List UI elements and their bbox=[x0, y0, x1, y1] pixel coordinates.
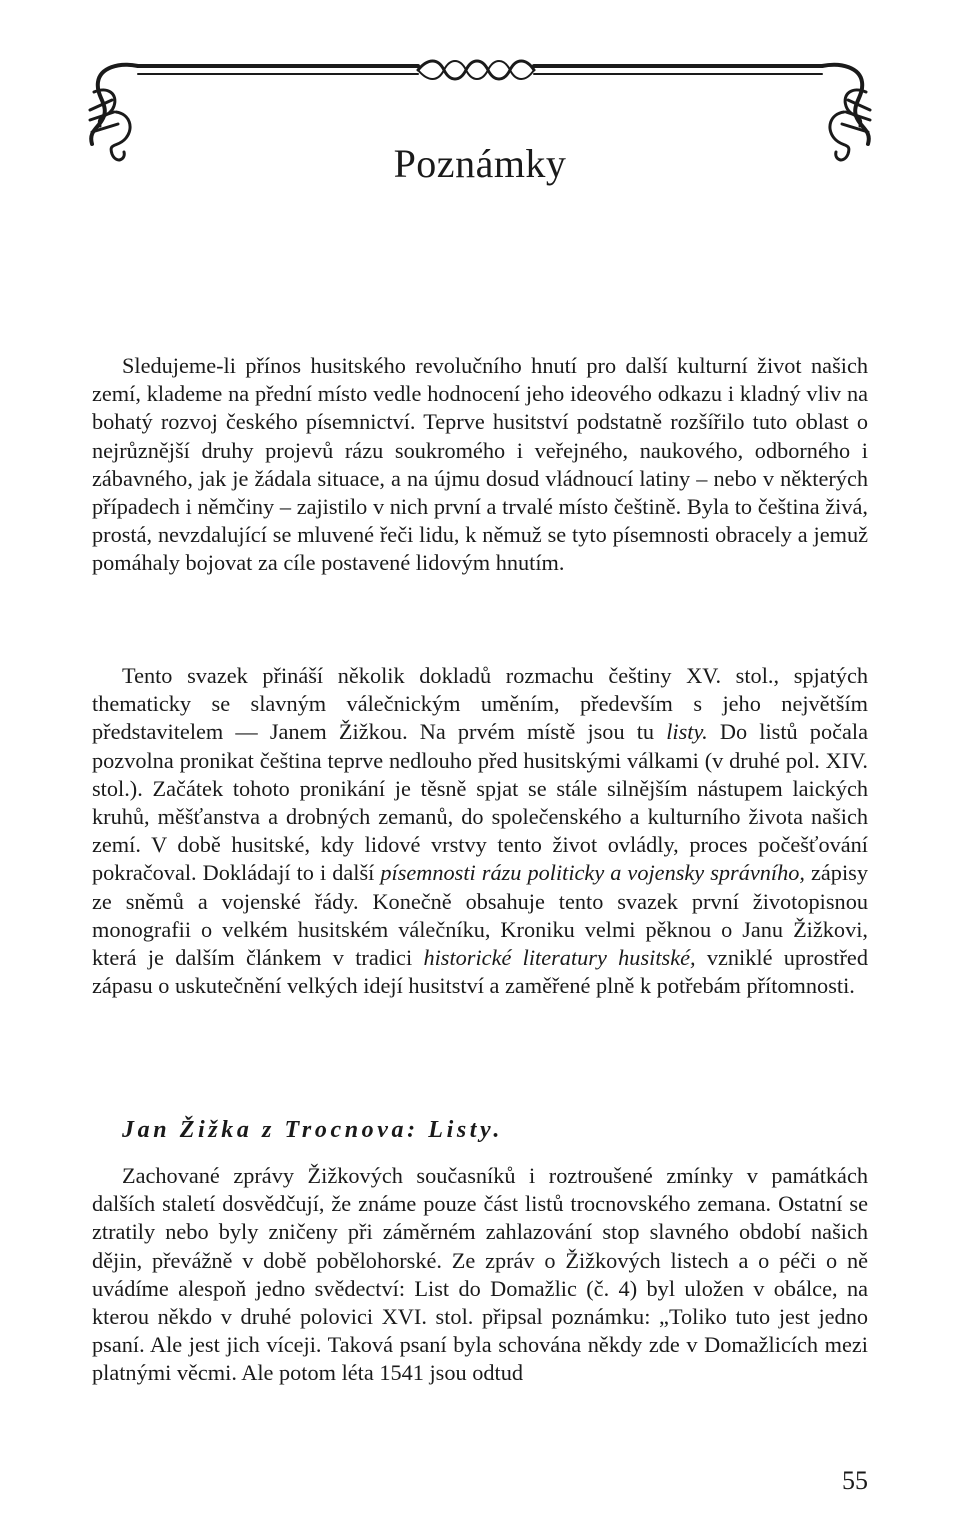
page-title: Poznámky bbox=[393, 141, 567, 186]
italic-term: listy. bbox=[666, 719, 708, 745]
italic-term: historické literatury husitské, bbox=[423, 945, 696, 971]
paragraph-text: Do listů počala pozvolna pronikat čeština teprve nedlouho před husitskými válkami (v druhé pol. XIV. stol.). Začátek tohoto pronikání je těsně spjat se stále silnějším nástupem laických kruhů, měšťanstva a drobných zemanů, do společenského a kulturního života našich zemí. V době husitské, kdy lidové vrstvy tento život ovládly, proces počešťování pokračoval. Dokládají to i další bbox=[92, 719, 868, 886]
paragraph-text: Tento svazek přináší několik dokladů rozmachu češtiny XV. stol., spjatých thematicky se slavným válečnickým uměním, především s jeho největším představitelem — Janem Žižkou. Na prvém místě jsou tu bbox=[92, 663, 868, 745]
italic-term: písemnosti rázu politicky a vojensky správního, bbox=[380, 860, 805, 886]
section-heading: Jan Žižka z Trocnova: Listy. bbox=[122, 1117, 504, 1143]
paragraph-text: vzniklé uprostřed zápasu o uskutečnění velkých idejí husitství a zaměřené plně k potřebám přítomnosti. bbox=[92, 945, 868, 999]
page-number: 55 bbox=[842, 1466, 868, 1495]
paragraph-letters: Zachované zprávy Žižkových současníků i roztroušené zmínky v památkách dalších staletí dosvědčují, že známe pouze část listů trocnovského zemana. Ostatní se ztratily nebo byly zničeny při záměrném zahlazování stop slavného období našich dějin, převážně v době pobělohorské. Ze zpráv o Žižkových listech a o péči o ně uvádíme alespoň jedno svědectví: List do Domažlic (č. 4) byl uložen v obálce, na kterou někdo v druhé polovici XVI. stol. připsal poznámku: „Toliko tuto jest jedno psaní. Ale jest jich víceji. Taková psaní byla schována někdy zde v Domažlicích mezi platnými věcmi. Ale potom léta 1541 jsou odtud bbox=[92, 1163, 868, 1386]
paragraph-listy bbox=[92, 662, 868, 1000]
paragraph-intro: Sledujeme-li přínos husitského revolučního hnutí pro další kulturní život našich zemí, klademe na přední místo vedle hodnocení jeho ideového odkazu i kladný vliv na bohatý rozvoj českého písemnictví. Teprve husitství podstatně rozšířilo tuto oblast o nejrůznější druhy projevů rázu soukromého i veřejného, naukového, odborného i zábavného, jak je žádala situace, a na újmu dosud vládnoucí latiny – nebo v některých případech i němčiny – zajistilo v nich první a trvalé místo češtině. Byla to čeština živá, prostá, nevzdalující se mluvené řeči lidu, k němuž se tyto písemnosti obracely a jemuž pomáhaly bojovat za cíle postavené lidovým hnutím. bbox=[92, 353, 868, 576]
paragraph-text: zápisy ze sněmů a vojenské řády. Konečně obsahuje tento svazek první životopisnou monografii o velkém husitském válečníku, Kroniku velmi pěknou o Janu Žižkovi, která je dalším článkem v tradici bbox=[92, 860, 868, 971]
